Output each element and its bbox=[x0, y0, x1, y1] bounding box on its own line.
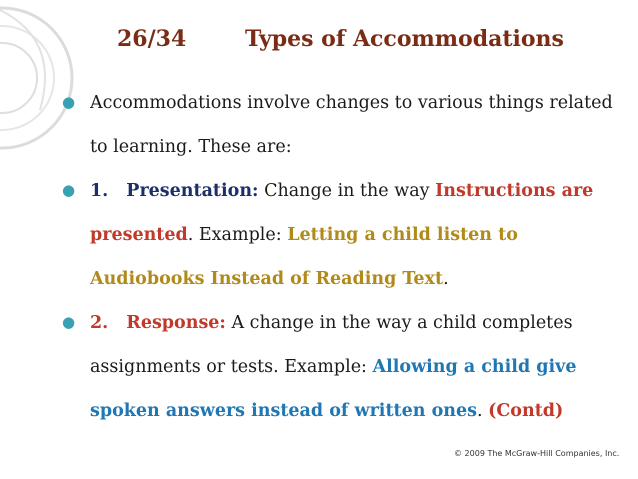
bullet-dot-icon: ● bbox=[62, 313, 76, 331]
contd-label: (Contd) bbox=[488, 401, 564, 421]
item-text: Change in the way bbox=[258, 181, 436, 201]
highlight-gold: Letting a child listen to Audiobooks Instead of Reading Text bbox=[90, 225, 518, 289]
bullet-list bbox=[48, 81, 618, 433]
bullet-item bbox=[48, 169, 618, 301]
bullet-item bbox=[48, 301, 618, 433]
item-text: A change in the way a child completes assignments or tests. Example: bbox=[90, 313, 573, 377]
item-number: 1. bbox=[90, 181, 109, 201]
bullet-dot-icon: ● bbox=[62, 93, 76, 111]
item-text: . bbox=[443, 269, 449, 289]
item-number: 2. bbox=[90, 313, 109, 333]
copyright-footer: © 2009 The McGraw-Hill Companies, Inc. bbox=[454, 449, 620, 458]
highlight-blue: Allowing a child give spoken answers instead of written ones bbox=[90, 357, 577, 421]
bullet-text: Accommodations involve changes to various things related to learning. These are: bbox=[90, 93, 613, 157]
highlight-red: Instructions are presented bbox=[90, 181, 594, 245]
item-text: . Example: bbox=[187, 225, 288, 245]
title-text: Types of Accommodations bbox=[245, 26, 564, 52]
slide-number: 26/34 bbox=[117, 26, 187, 52]
item-label: Presentation: bbox=[126, 181, 259, 201]
item-text: . bbox=[476, 401, 489, 421]
bullet-item bbox=[48, 81, 618, 169]
bullet-dot-icon: ● bbox=[62, 181, 76, 199]
slide-title bbox=[0, 20, 638, 60]
item-label: Response: bbox=[126, 313, 226, 333]
